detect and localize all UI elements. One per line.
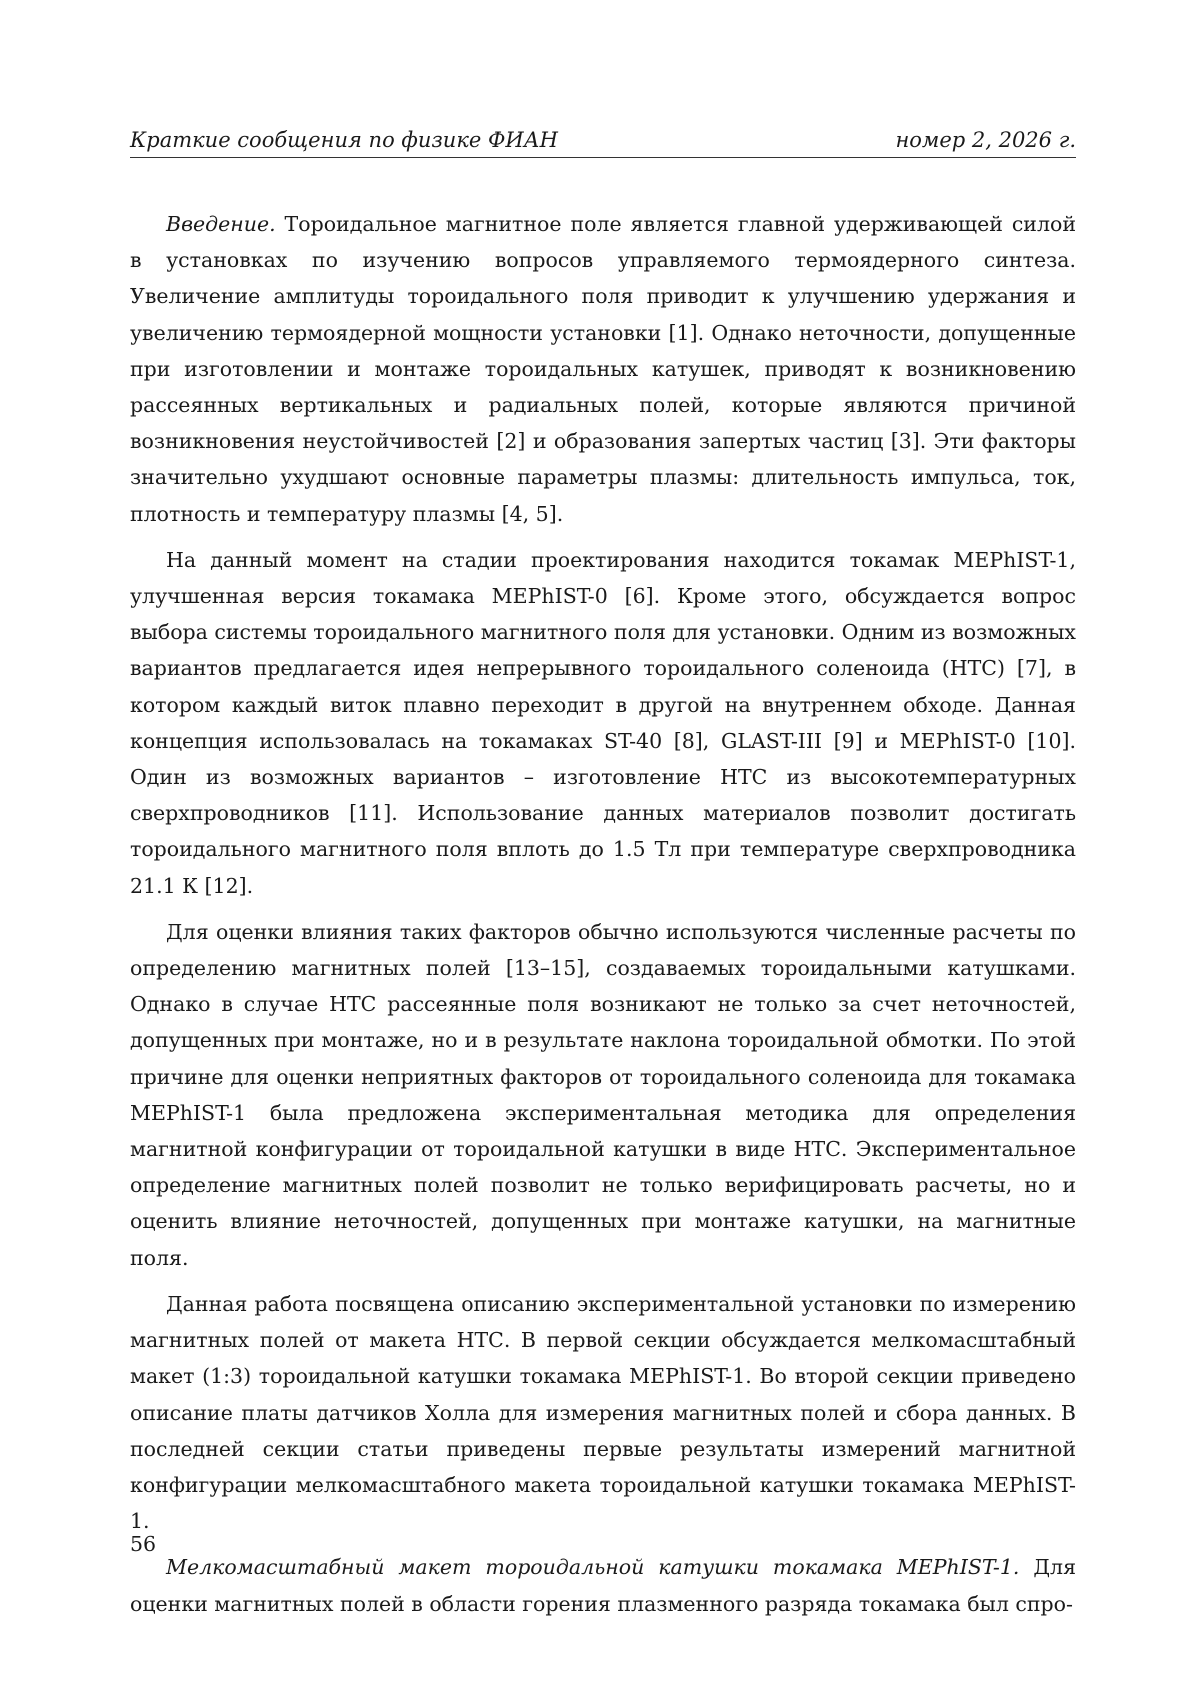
paragraph-introduction [130,206,1076,532]
header-rule [130,157,1076,158]
issue-info: номер 2, 2026 г. [895,128,1076,152]
paragraph-text: Для оценки магнитных полей в области горения плазменного разряда токамака был спро- [130,1555,1077,1616]
paragraph-text: На данный момент на стадии проектирования находится токамак MEPhIST-1, улучшенная версия токамака MEPhIST-0 [6]. Кроме этого, обсуждается вопрос выбора системы тороидального магнитного поля для установки. Одним из возможных вариантов предлагается идея непрерывного тороидального соленоида (НТС) [7], в котором каждый виток плавно переходит в другой на внутреннем обходе. Данная концепция использовалась на токамаках ST-40 [8], GLAST-III [9] и MEPhIST-0 [10]. Один из возможных вариантов – изготовление НТС из высокотемпературных сверхпроводников [11]. Использование данных материалов позволит достигать тороидального магнитного поля вплоть до 1.5 Тл при температуре сверхпроводника 21.1 К [12]. [130,547,1076,898]
paragraph [130,542,1076,904]
paragraph-text: Для оценки влияния таких факторов обычно используются численные расчеты по определению магнитных полей [13–15], создаваемых тороидальными катушками. Однако в случае НТС рассеянные поля возникают не только за счет неточностей, допущенных при монтаже, но и в результате наклона тороидальной обмотки. По этой причине для оценки неприятных факторов от тороидального соленоида для токамака MEPhIST-1 была предложена экспериментальная методика для определения магнитной конфигурации от тороидальной катушки в виде НТС. Экспериментальное определение магнитных полей позволит не только верифицировать расчеты, но и оценить влияние неточностей, допущенных при монтаже катушки, на магнитные поля. [130,919,1076,1270]
journal-title: Краткие сообщения по физике ФИАН [130,128,558,152]
paragraph [130,914,1076,1276]
running-head [130,128,1076,152]
page-number: 56 [130,1532,157,1556]
paragraph [130,1286,1076,1539]
paragraph-section-start [130,1549,1076,1621]
paragraph-lead: Введение. [166,212,276,236]
section-heading: Мелкомасштабный макет тороидальной катушки токамака MEPhIST-1. [166,1555,1020,1580]
paragraph-text: Тороидальное магнитное поле является главной удерживающей силой в установках по изучению вопросов управляемого термоядерного синтеза. Увеличение амплитуды тороидального поля приводит к улучшению удержания и увеличению термоядерной мощности установки [1]. Однако неточности, допущенные при изготовлении и монтаже тороидальных катушек, приводят к возникновению рассеянных вертикальных и радиальных полей, которые являются причиной возникновения неустойчивостей [2] и образования запертых частиц [3]. Эти факторы значительно ухудшают основные параметры плазмы: длительность импульса, ток, плотность и температуру плазмы [4, 5]. [130,212,1076,526]
article-body [130,206,1076,1632]
paragraph-text: Данная работа посвящена описанию экспериментальной установки по измерению магнитных полей от макета НТС. В первой секции обсуждается мелкомасштабный макет (1:3) тороидальной катушки токамака MEPhIST-1. Во второй секции приведено описание платы датчиков Холла для измерения магнитных полей и сбора данных. В последней секции статьи приведены первые результаты измерений магнитной конфигурации мелкомасштабного макета тороидальной катушки токамака MEPhIST-1. [130,1291,1076,1534]
